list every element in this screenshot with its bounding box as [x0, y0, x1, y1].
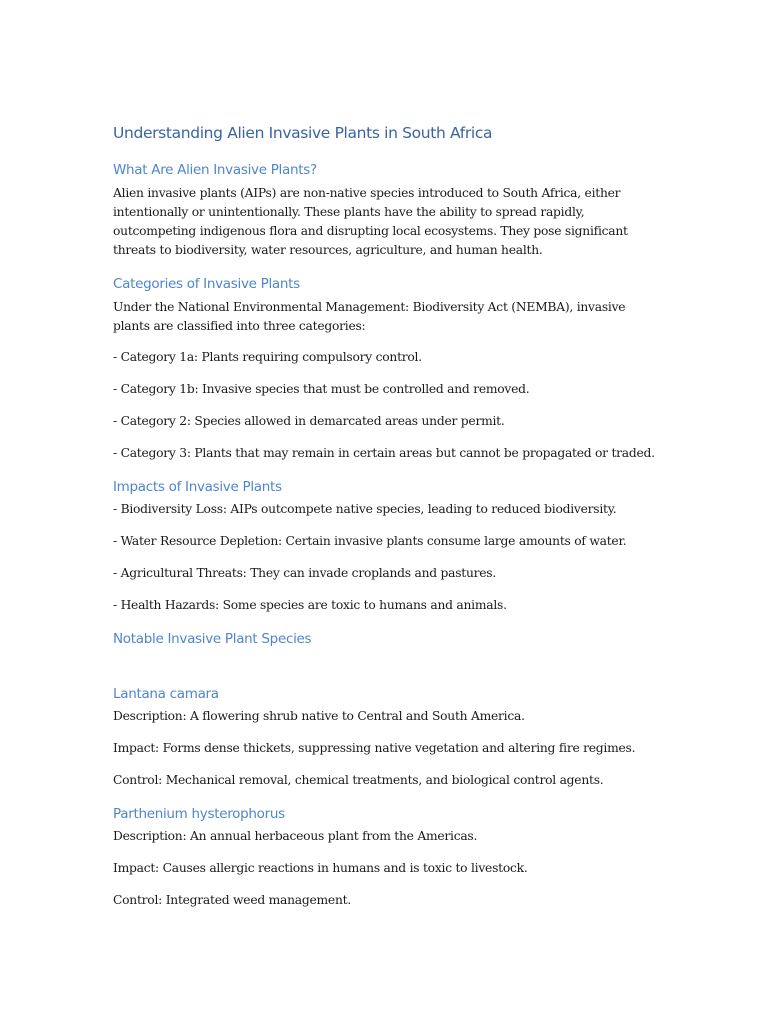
list-item-impact-health: - Health Hazards: Some species are toxic to humans and animals. [113, 598, 507, 612]
list-item-impact-agriculture: - Agricultural Threats: They can invade croplands and pastures. [113, 566, 497, 580]
paragraph-what-are-aips: Alien invasive plants (AIPs) are non-native species introduced to South Africa, either intentionally or unintentionally. These plants have the ability to spread rapidly, outcompeting indigenous flora and disrupting local ecosystems. They pose significant threats to biodiversity, water resources, agriculture, and human health. [113, 186, 628, 257]
lantana-control: Control: Mechanical removal, chemical treatments, and biological control agents. [113, 773, 604, 787]
parthenium-description: Description: An annual herbaceous plant from the Americas. [113, 829, 478, 843]
heading-notable-species: Notable Invasive Plant Species [113, 631, 312, 647]
heading-parthenium: Parthenium hysterophorus [113, 806, 285, 822]
heading-what-are-aips: What Are Alien Invasive Plants? [113, 162, 317, 178]
list-item-category-1a: - Category 1a: Plants requiring compulsory control. [113, 350, 422, 364]
list-item-impact-biodiversity: - Biodiversity Loss: AIPs outcompete native species, leading to reduced biodiversity. [113, 502, 617, 516]
heading-categories: Categories of Invasive Plants [113, 276, 300, 292]
heading-impacts: Impacts of Invasive Plants [113, 479, 282, 495]
list-item-category-3: - Category 3: Plants that may remain in certain areas but cannot be propagated or traded. [113, 446, 655, 460]
paragraph-categories-intro: Under the National Environmental Management: Biodiversity Act (NEMBA), invasive plants are classified into three categories: [113, 300, 626, 333]
document-title: Understanding Alien Invasive Plants in South Africa [113, 124, 493, 142]
parthenium-control: Control: Integrated weed management. [113, 893, 351, 907]
list-item-category-1b: - Category 1b: Invasive species that must be controlled and removed. [113, 382, 530, 396]
list-item-category-2: - Category 2: Species allowed in demarcated areas under permit. [113, 414, 505, 428]
list-item-impact-water: - Water Resource Depletion: Certain invasive plants consume large amounts of water. [113, 534, 627, 548]
heading-lantana-camara: Lantana camara [113, 686, 219, 702]
lantana-impact: Impact: Forms dense thickets, suppressing native vegetation and altering fire regimes. [113, 741, 636, 755]
parthenium-impact: Impact: Causes allergic reactions in humans and is toxic to livestock. [113, 861, 528, 875]
lantana-description: Description: A flowering shrub native to Central and South America. [113, 709, 525, 723]
